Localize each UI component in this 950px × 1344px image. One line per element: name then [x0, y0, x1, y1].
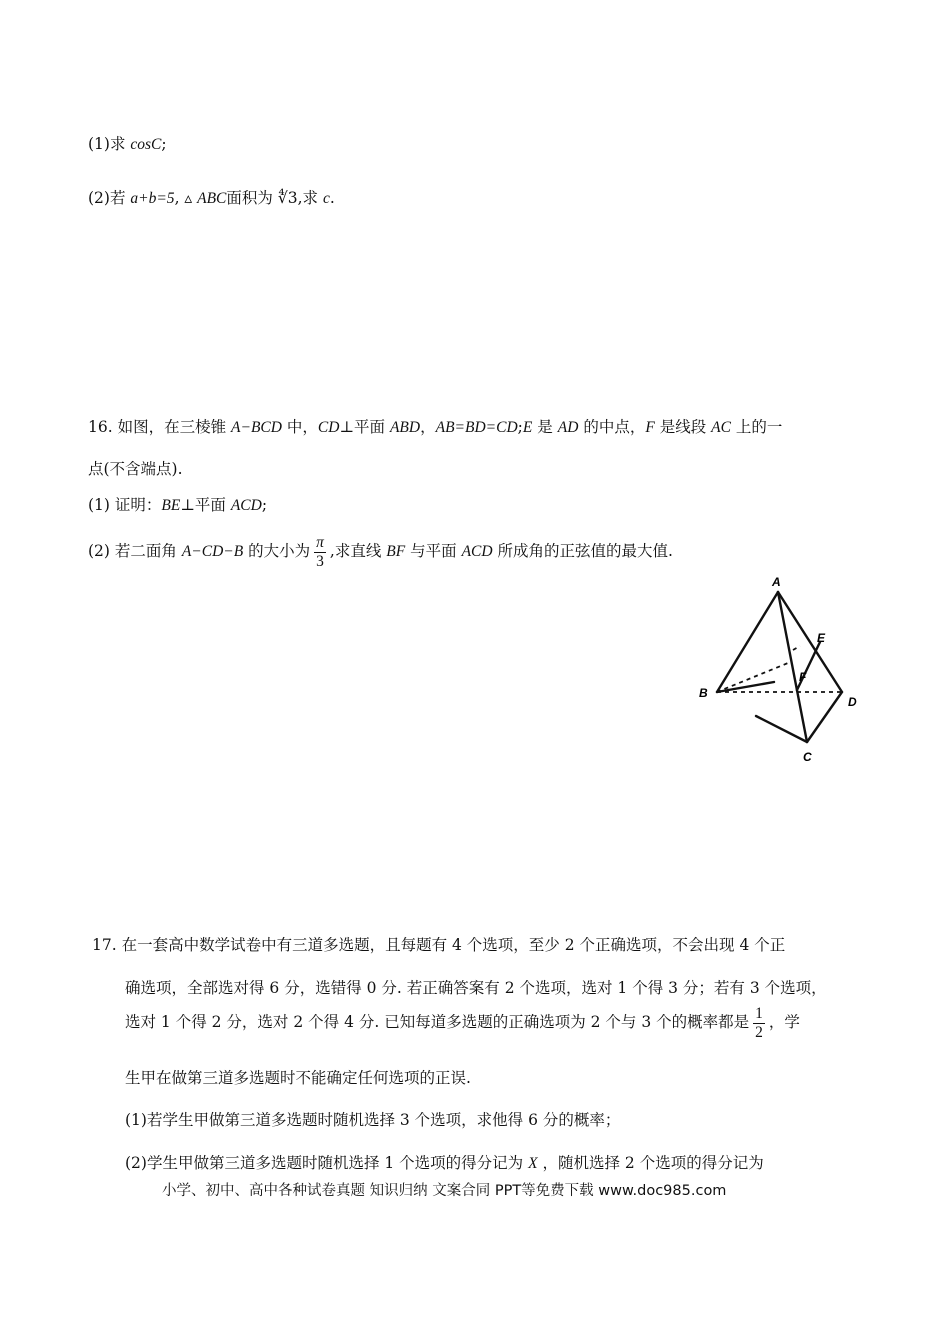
- q16-part2: [88, 531, 673, 572]
- edge-ab: [717, 592, 778, 692]
- q16-text: 16. 如图，在三棱锥: [88, 418, 232, 436]
- label-b: B: [699, 686, 708, 700]
- q15-part2-tri: , ▵: [174, 189, 198, 207]
- edge-bc: [756, 716, 807, 742]
- q17-part2: [125, 1153, 764, 1174]
- q17-line3-text: ，学: [768, 1013, 800, 1031]
- q17-part2-x: X: [528, 1155, 538, 1172]
- q16-text: 是: [532, 418, 558, 436]
- pi-over-3-fraction: [314, 534, 326, 571]
- q16-part2-text: ,求直线: [329, 542, 387, 560]
- q16-part2-text: BF: [386, 543, 406, 560]
- q16-text: ⊥平面: [339, 418, 390, 436]
- q16-part2-text: 与平面: [405, 542, 462, 560]
- q16-text: 是线段: [654, 418, 712, 436]
- q16-text: 的中点，: [578, 418, 646, 436]
- dashed-tick: [793, 646, 800, 650]
- q16-text: CD: [317, 419, 340, 436]
- label-a: A: [772, 575, 781, 589]
- fraction-denominator: 2: [755, 1023, 763, 1041]
- q17-line4: 生甲在做第三道多选题时不能确定任何选项的正误.: [125, 1069, 471, 1087]
- q15-part2-c: c: [322, 190, 330, 207]
- q16-part1-text: ACD: [230, 497, 262, 514]
- q16-part2-text: (2) 若二面角: [88, 542, 182, 560]
- q17-line1: 17. 在一套高中数学试卷中有三道多选题，且每题有 4 个选项，至少 2 个正确选项，不会出现 4 个正: [92, 936, 786, 954]
- q15-part1-expr: cosC: [130, 136, 162, 153]
- q16-text: AC: [711, 419, 731, 436]
- label-f: F: [799, 670, 807, 684]
- q16-text: 上的一: [730, 418, 783, 436]
- label-c: C: [803, 750, 812, 764]
- q16-text: AB=BD=CD: [435, 419, 518, 436]
- fraction-numerator: 1: [755, 1004, 763, 1022]
- q17-line2: 确选项，全部选对得 6 分，选错得 0 分. 若正确答案有 2 个选项，选对 1 个得 3 分；若有 3 个选项，: [125, 979, 827, 997]
- q16-part1-text: BE: [161, 497, 181, 514]
- q16-part1: [88, 495, 267, 516]
- q15-part2: [88, 188, 335, 209]
- q15-part2-area: 面积为: [226, 189, 278, 207]
- q15-part1: [88, 134, 167, 155]
- one-half-fraction: [753, 1005, 765, 1042]
- edge-dc: [807, 692, 842, 742]
- q15-part2-expr: a+b=5: [130, 190, 175, 207]
- label-d: D: [848, 695, 857, 709]
- q16-part1-text: (1) 证明：: [88, 496, 162, 514]
- q15-part1-prefix: (1)求: [88, 135, 131, 153]
- q17-part2-text: (2)学生甲做第三道多选题时随机选择 1 个选项的得分记为: [125, 1154, 529, 1172]
- fraction-numerator: π: [316, 533, 324, 551]
- tetrahedron-figure: [690, 570, 870, 770]
- q16-part2-text: 的大小为: [243, 542, 311, 560]
- q16-text: ;: [517, 418, 523, 436]
- fraction-denominator: 3: [316, 552, 324, 570]
- q16-part2-text: A−CD−B: [181, 543, 244, 560]
- q16-text: 中，: [281, 418, 318, 436]
- segment-bf: [717, 682, 774, 692]
- q17-part2-text: ，随机选择 2 个选项的得分记为: [537, 1154, 764, 1172]
- q17-line3-text: 选对 1 个得 2 分，选对 2 个得 4 分. 已知每道多选题的正确选项为 2 个与 3 个的概率都是: [125, 1013, 750, 1031]
- q17-line3: [125, 1002, 800, 1042]
- label-e: E: [817, 631, 826, 645]
- q15-part2-val: ∜3: [277, 189, 298, 207]
- q16-text: A−BCD: [231, 419, 282, 436]
- q16-part1-text: ;: [261, 496, 268, 514]
- q17-part1: (1)若学生甲做第三道多选题时随机选择 3 个选项，求他得 6 分的概率；: [125, 1111, 621, 1129]
- q15-part2-abc: ABC: [197, 190, 227, 207]
- q16-text: ，: [420, 418, 436, 436]
- q16-part2-text: ACD: [461, 543, 493, 560]
- q16-line2: 点(不含端点).: [88, 460, 183, 478]
- q15-part2-end: .: [329, 189, 335, 207]
- q16-text: AD: [557, 419, 579, 436]
- q16-part2-text: 所成角的正弦值的最大值.: [492, 542, 673, 560]
- q16-text: F: [645, 419, 655, 436]
- q15-part2-ask: ,求: [297, 189, 323, 207]
- q16-line1: [88, 417, 782, 438]
- q16-text: E: [522, 419, 533, 436]
- footer-banner: 小学、初中、高中各种试卷真题 知识归纳 文案合同 PPT等免费下载 www.doc985.com: [162, 1183, 727, 1199]
- q16-part1-text: ⊥平面: [180, 496, 231, 514]
- dashed-be: [717, 663, 788, 692]
- q15-part2-prefix: (2)若: [88, 189, 131, 207]
- q15-part1-suffix: ;: [161, 135, 167, 153]
- q16-text: ABD: [389, 419, 421, 436]
